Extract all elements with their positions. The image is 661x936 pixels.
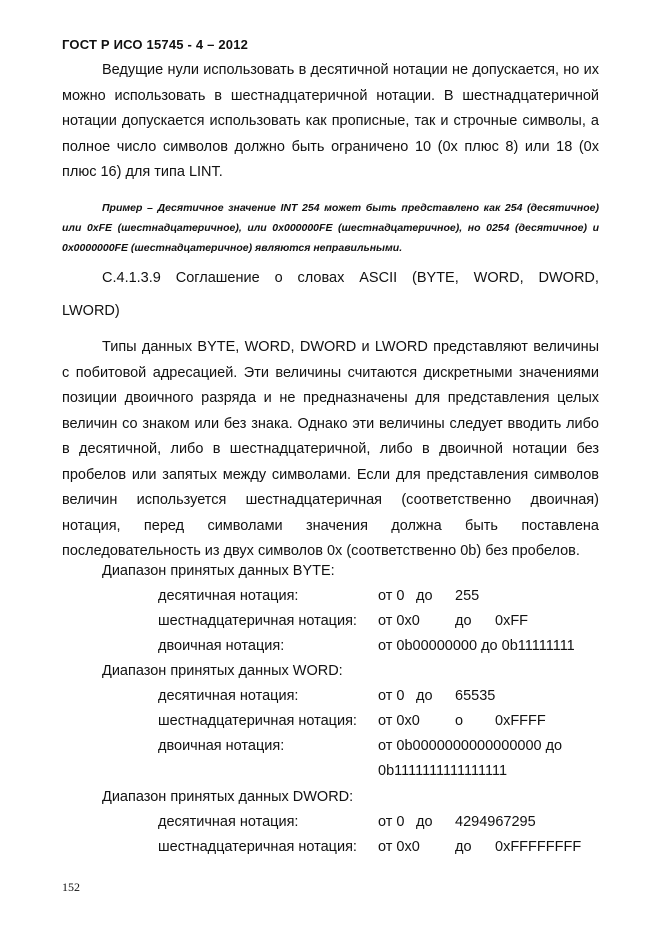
dword-range-title: Диапазон принятых данных DWORD: [102, 789, 354, 805]
example-note: Пример – Десятичное значение INT 254 может быть представлено как 254 (десятичное) или 0xFE (шестнадцатеричное), или 0x000000FE (шестнадцатеричное), но 0254 (десятичное) и 0x0000000FE (шестнадцатеричное) являются неправильными. [62, 202, 599, 254]
byte-dec-max: 255 [455, 588, 480, 604]
dword-dec-to-word: до [416, 814, 433, 830]
byte-range-title: Диапазон принятых данных BYTE: [102, 563, 335, 579]
word-hex-from: от 0x0 [378, 713, 420, 729]
clause-word: (BYTE, [412, 270, 459, 286]
paragraph-data-types: Типы данных BYTE, WORD, DWORD и LWORD представляют величины с побитовой адресацией. Эти величины считаются дискретными значениями позиции двоичного разряда и не предназначены для представления целых величин со знаком или без знака. Однако эти величины следует вводить либо в десятичной, либо в шестнадцатеричной, либо в двоичной нотации без пробелов или запятых между символами. Если для представления символов величин используется шестнадцатеричная (соответственно двоичная) нотация, перед символами значения должна быть поставлена последовательность из двух символов 0x (соответственно 0b) без пробелов. [62, 339, 599, 559]
page-number: 152 [62, 880, 80, 894]
dword-dec-max: 4294967295 [455, 814, 536, 830]
dword-hex-label: шестнадцатеричная нотация: [158, 839, 357, 855]
byte-dec-to-word: до [416, 588, 433, 604]
byte-hex-label: шестнадцатеричная нотация: [158, 613, 357, 629]
byte-dec-from: от 0 [378, 588, 405, 604]
clause-word: словах [297, 270, 345, 286]
dword-dec-from: от 0 [378, 814, 405, 830]
clause-heading [102, 266, 599, 291]
word-bin-range-continuation: 0b1111111111111111 [378, 763, 508, 779]
clause-word: ASCII [359, 270, 398, 286]
dword-hex-from: от 0x0 [378, 839, 420, 855]
byte-bin-label: двоичная нотация: [158, 638, 285, 654]
word-dec-max: 65535 [455, 688, 496, 704]
paragraph-leading-zeros: Ведущие нули использовать в десятичной нотации не допускается, но их можно использовать в шестнадцатеричной нотации. В шестнадцатеричной нотации допускается использовать как прописные, так и строчные символы, а полное число символов должно быть ограничено 10 (0x плюс 8) или 18 (0x плюс 16) для типа LINT. [62, 62, 599, 180]
byte-dec-label: десятичная нотация: [158, 588, 299, 604]
word-dec-from: от 0 [378, 688, 405, 704]
document-header: ГОСТ Р ИСО 15745 - 4 – 2012 [62, 37, 249, 52]
byte-hex-max: 0xFF [495, 613, 529, 629]
word-dec-label: десятичная нотация: [158, 688, 299, 704]
clause-word: WORD, [473, 270, 524, 286]
clause-word: о [274, 270, 283, 286]
dword-dec-label: десятичная нотация: [158, 814, 299, 830]
byte-hex-from: от 0x0 [378, 613, 420, 629]
word-bin-range: от 0b0000000000000000 до [378, 738, 563, 754]
clause-number: С.4.1.3.9 [102, 270, 161, 286]
word-hex-label: шестнадцатеричная нотация: [158, 713, 357, 729]
word-dec-to-word: до [416, 688, 433, 704]
clause-word: Соглашение [175, 270, 260, 286]
word-hex-to-word: о [455, 713, 464, 729]
dword-hex-max: 0xFFFFFFFF [495, 839, 582, 855]
word-hex-max: 0xFFFF [495, 713, 546, 729]
dword-hex-to-word: до [455, 839, 472, 855]
word-bin-label: двоичная нотация: [158, 738, 285, 754]
byte-bin-range: от 0b00000000 до 0b11111111 [378, 638, 575, 654]
word-range-title: Диапазон принятых данных WORD: [102, 663, 343, 679]
clause-heading-continuation: LWORD) [62, 303, 120, 319]
clause-word: DWORD, [538, 270, 599, 286]
byte-hex-to-word: до [455, 613, 472, 629]
